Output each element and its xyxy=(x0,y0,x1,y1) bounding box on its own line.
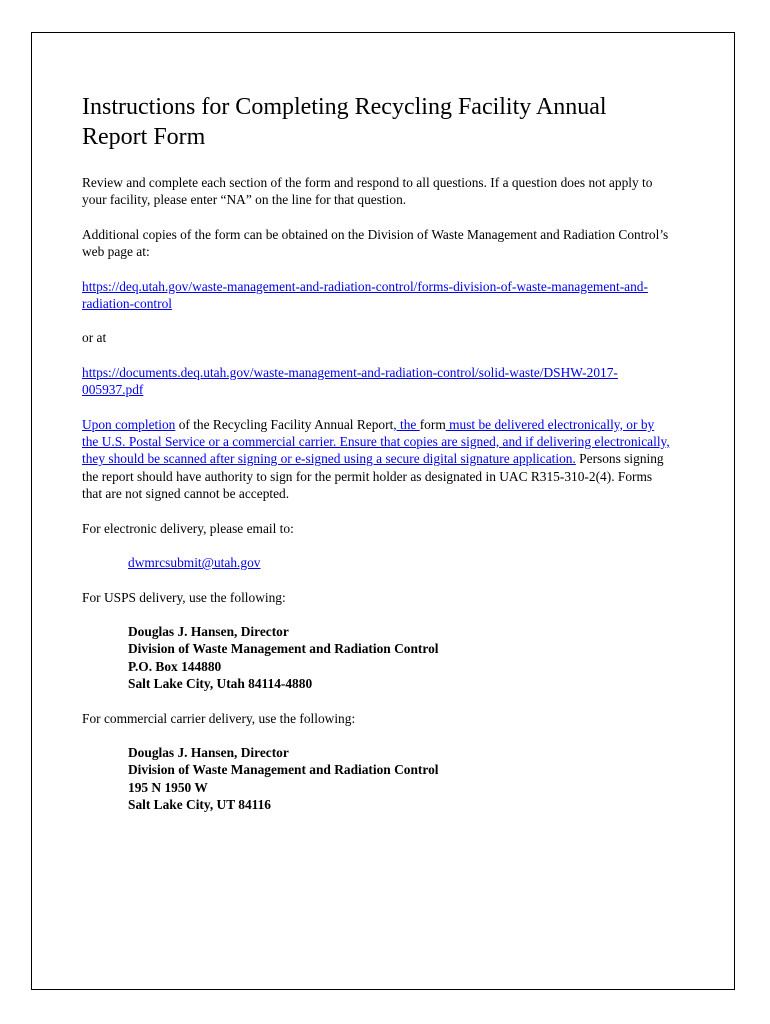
upon-completion-link[interactable]: Upon completion xyxy=(82,416,176,432)
forms-link-paragraph xyxy=(82,278,672,313)
intro-paragraph: Review and complete each section of the form and respond to all questions. If a question does not apply to your facility, please enter “NA” on the line for that question. xyxy=(82,175,653,208)
pdf-document-link[interactable]: https://documents.deq.utah.gov/waste-management-and-radiation-control/solid-waste/DSHW-2017-005937.pdf xyxy=(82,364,618,398)
commercial-address-line4: Salt Lake City, UT 84116 xyxy=(128,797,271,813)
completion-text-b: form xyxy=(419,416,446,432)
the-link[interactable]: , the xyxy=(393,416,420,432)
commercial-delivery-label: For commercial carrier delivery, use the following: xyxy=(82,710,356,726)
or-at-text: or at xyxy=(82,330,107,346)
submit-email-link[interactable]: dwmrcsubmit@utah.gov xyxy=(128,555,261,571)
document-title: Instructions for Completing Recycling Facility Annual Report Form xyxy=(82,94,607,150)
electronic-delivery-label: For electronic delivery, please email to: xyxy=(82,520,294,536)
usps-delivery-label: For USPS delivery, use the following: xyxy=(82,589,286,605)
forms-page-link[interactable]: https://deq.utah.gov/waste-management-and-radiation-control/forms-division-of-waste-management-and-radiation-control xyxy=(82,278,648,312)
completion-text-a: of the Recycling Facility Annual Report xyxy=(175,416,394,432)
pdf-link-paragraph xyxy=(82,364,672,399)
commercial-address-line1: Douglas J. Hansen, Director xyxy=(128,744,289,760)
document-body xyxy=(82,92,672,831)
completion-paragraph xyxy=(82,416,672,503)
usps-address-line2: Division of Waste Management and Radiation Control xyxy=(128,641,439,657)
usps-address-line1: Douglas J. Hansen, Director xyxy=(128,623,289,639)
usps-address xyxy=(128,623,672,693)
commercial-address-line3: 195 N 1950 W xyxy=(128,779,208,795)
completion-text-c: Persons signing the report should have authority to sign for the permit holder as designated in UAC R315-310-2(4). Forms that are not signed cannot be accepted. xyxy=(82,451,664,502)
usps-address-line3: P.O. Box 144880 xyxy=(128,658,222,674)
copies-paragraph: Additional copies of the form can be obtained on the Division of Waste Management and Radiation Control’s web page at: xyxy=(82,226,669,260)
commercial-address-line2: Division of Waste Management and Radiation Control xyxy=(128,762,439,778)
commercial-address xyxy=(128,744,672,814)
delivery-instructions-link[interactable]: must be delivered electronically, or by the U.S. Postal Service or a commercial carrier. Ensure that copies are signed, and if delivering electronically, they should be scanned after signing or e-signed using a secure digital signature application. xyxy=(82,416,670,467)
email-paragraph xyxy=(128,554,672,571)
usps-address-line4: Salt Lake City, Utah 84114-4880 xyxy=(128,676,313,692)
